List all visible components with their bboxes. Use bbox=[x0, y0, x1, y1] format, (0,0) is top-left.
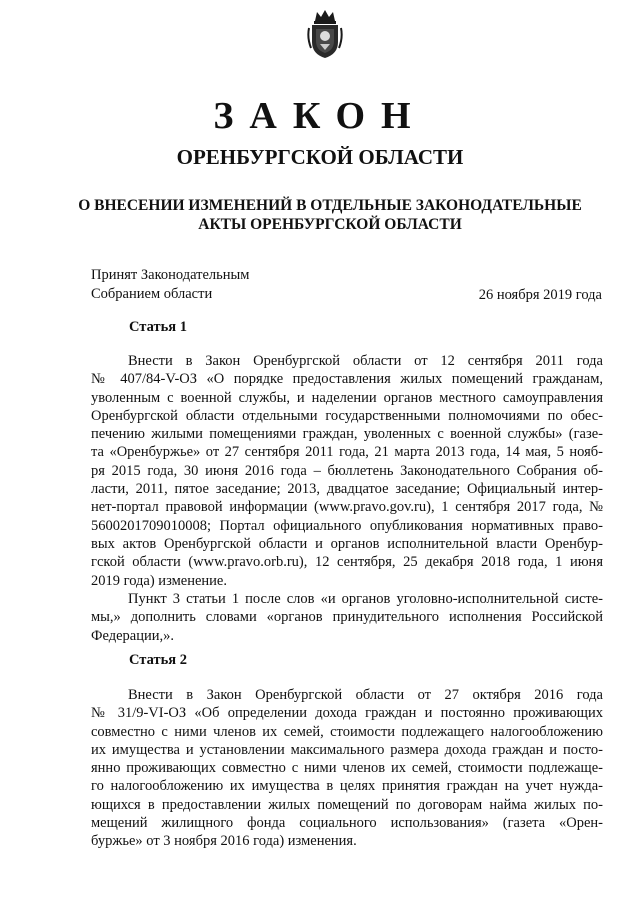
text-line: совместно с ними членов их семей, стоимости подлежащего налогообложению bbox=[91, 723, 603, 740]
law-heading-line: АКТЫ ОРЕНБУРГСКОЙ ОБЛАСТИ bbox=[198, 216, 462, 233]
article-2-title: Статья 2 bbox=[129, 652, 187, 668]
text-line: ласти, 2011, пятое заседание; 2013, двадцатое заседание; Официальный интер- bbox=[91, 481, 603, 498]
text-line: гской области (www.pravo.orb.ru), 12 сентября, 25 декабря 2018 года, 1 июня bbox=[91, 554, 603, 571]
text-line: № 407/84-V-ОЗ «О порядке предоставления жилых помещений гражданам, bbox=[91, 371, 603, 388]
text-line: их имущества и установлении максимального размера дохода граждан и посто- bbox=[91, 741, 603, 758]
article-1-paragraph-1 bbox=[91, 352, 603, 590]
text-line: печению жилыми помещениями граждан, уволенных с военной службы» (газе- bbox=[91, 426, 603, 443]
article-1-paragraph-2 bbox=[91, 590, 603, 645]
text-line: та «Оренбуржье» от 27 сентября 2011 года, 21 марта 2013 года, 14 мая, 5 нояб- bbox=[91, 444, 603, 461]
law-heading bbox=[60, 196, 600, 234]
text-line: вых актов Оренбургской области и органов исполнительной власти Оренбур- bbox=[91, 535, 603, 552]
adoption-line: Собранием области bbox=[91, 286, 213, 302]
adoption-note bbox=[91, 266, 249, 304]
text-line: Внести в Закон Оренбургской области от 27 октября 2016 года bbox=[128, 687, 603, 703]
text-line: № 31/9-VI-ОЗ «Об определении дохода граждан и постоянно проживающих bbox=[91, 705, 603, 722]
adoption-line: Принят Законодательным bbox=[91, 267, 250, 283]
text-line: го налогообложению их имущества в целях принятия граждан на учет нужда- bbox=[91, 778, 603, 795]
region-title: ОРЕНБУРГСКОЙ ОБЛАСТИ bbox=[176, 145, 464, 169]
text-line: буржье» от 3 ноября 2016 года) изменения. bbox=[91, 833, 357, 850]
text-line: Федерации,». bbox=[91, 627, 174, 644]
text-line: 5600201709010008; Портал официального опубликования нормативных право- bbox=[91, 517, 603, 534]
text-line: мещений жилищного фонда социального использования» (газета «Орен- bbox=[91, 815, 603, 832]
adoption-date: 26 ноября 2019 года bbox=[478, 287, 602, 303]
text-line: 2019 года) изменение. bbox=[91, 572, 227, 589]
text-line: нет-портал правовой информации (www.pravo.gov.ru), 1 сентября 2017 года, № bbox=[91, 499, 603, 516]
text-line: ющихся в предоставлении жилых помещений по договорам найма жилых по- bbox=[91, 796, 603, 813]
text-line: Пункт 3 статьи 1 после слов «и органов уголовно-исполнительной систе- bbox=[128, 591, 603, 607]
text-line: янно проживающих совместно с ними членов их семей, стоимости подлежаще- bbox=[91, 760, 603, 777]
article-2-paragraph-1 bbox=[91, 686, 603, 851]
text-line: уволенным с военной службы, и наделении органов местного самоуправления bbox=[91, 389, 603, 406]
text-line: ря 2015 года, 30 июня 2016 года – бюллетень Законодательного Собрания об- bbox=[91, 462, 603, 479]
text-line: Внести в Закон Оренбургской области от 12 сентября 2011 года bbox=[128, 353, 603, 369]
text-line: Оренбургской области отдельными государственными полномочиями по обес- bbox=[91, 407, 603, 424]
document-type-title: ЗАКОН bbox=[213, 95, 427, 137]
text-line: мы,» дополнить словами «органов принудительного исполнения Российской bbox=[91, 609, 603, 626]
coat-of-arms-emblem bbox=[307, 8, 343, 60]
article-1-title: Статья 1 bbox=[129, 319, 187, 335]
law-heading-line: О ВНЕСЕНИИ ИЗМЕНЕНИЙ В ОТДЕЛЬНЫЕ ЗАКОНОДАТЕЛЬНЫЕ bbox=[78, 197, 582, 214]
